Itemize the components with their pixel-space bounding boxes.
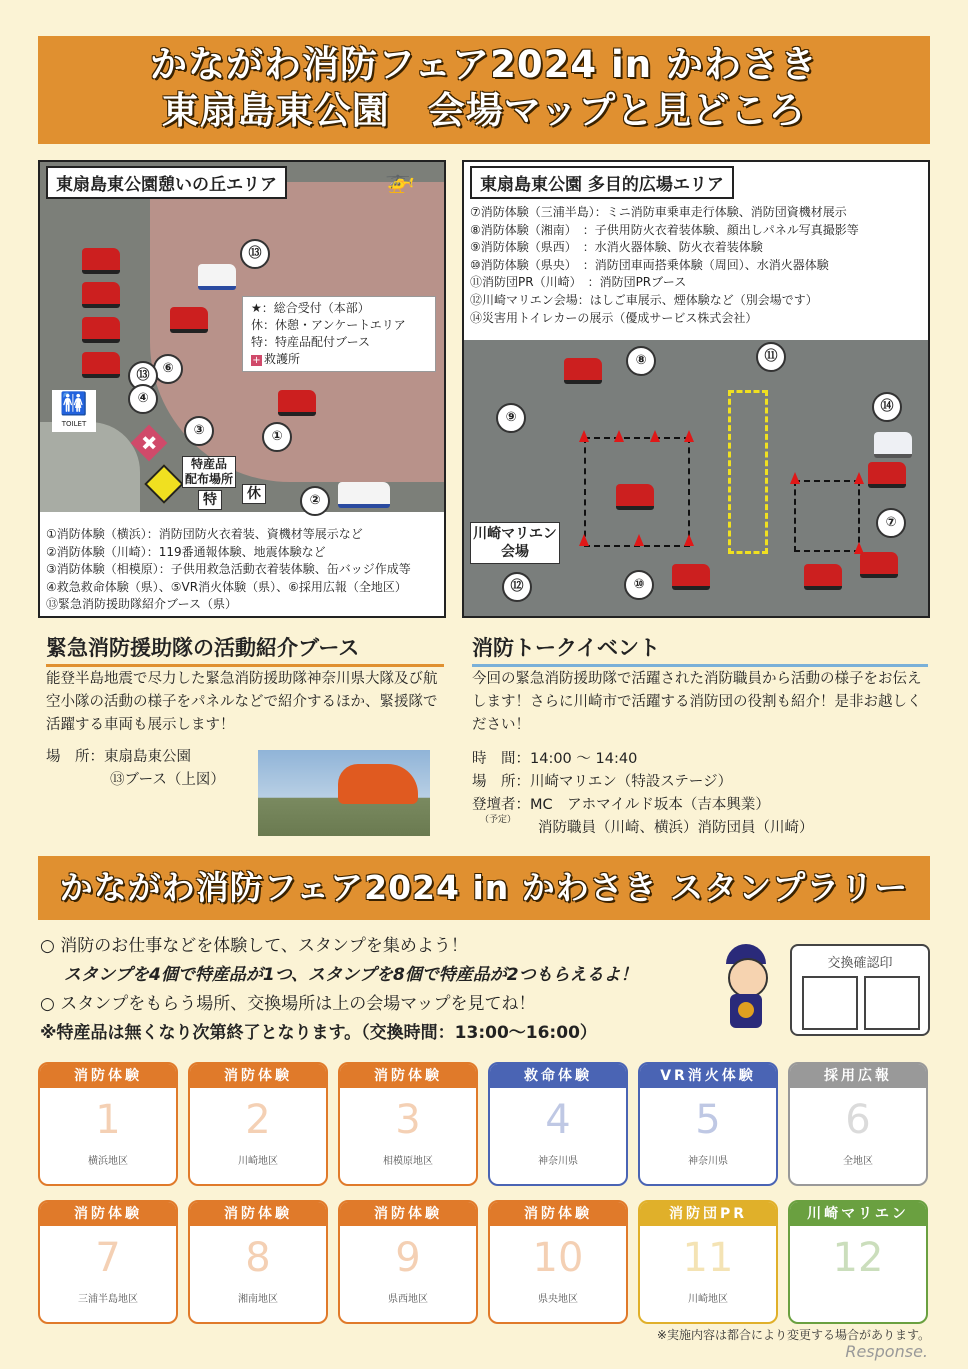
stamp-area: 横浜地区 [88, 1156, 128, 1167]
talk-heading: 消防トークイベント [472, 632, 928, 667]
stamp-number: 12 [832, 1235, 884, 1281]
cone-icon [790, 472, 800, 484]
stamp-card-8 [188, 1200, 328, 1324]
toilet-icon: 🚻 TOILET [52, 390, 96, 432]
fire-truck-icon [82, 282, 120, 308]
stamp-head: 消防体験 [490, 1202, 626, 1226]
list-item: ⑪消防団PR（川崎） ：消防団PRブース [470, 275, 687, 290]
stamp-head: 消防体験 [340, 1064, 476, 1088]
tokusan-tag: 特産品 配布場所 [182, 456, 236, 488]
fire-truck-icon [804, 564, 842, 590]
stamp-area: 川崎地区 [238, 1156, 278, 1167]
stamp-card-5 [638, 1062, 778, 1186]
marker-11: ⑪ [756, 342, 786, 372]
map-right-panel [462, 160, 930, 618]
stamp-head: 川崎マリエン [790, 1202, 926, 1226]
stamp-area: 湘南地区 [238, 1294, 278, 1305]
exchange-box: 交換確認印 [790, 944, 930, 1036]
list-item: ⑫川崎マリエン会場：はしご車展示、煙体験など（別会場です） [470, 292, 818, 307]
marker-1: ① [262, 422, 292, 452]
list-item: ⑭災害用トイレカーの展示（優成サービス株式会社） [470, 310, 758, 325]
fire-truck-icon [672, 564, 710, 590]
marker-9: ⑨ [496, 403, 526, 433]
marker-3: ③ [184, 416, 214, 446]
list-item: ⑬緊急消防援助隊紹介ブース（県） [46, 597, 238, 612]
first-aid-icon: + [252, 355, 261, 366]
cone-icon [854, 472, 864, 484]
page-title-line2: 東扇島東公園 会場マップと見どころ [161, 89, 807, 132]
helicopter-photo [258, 750, 430, 836]
map-legend: ★：総合受付（本部） 休：休憩・アンケートエリア 特：特産品配付ブース + 救護所 [242, 296, 436, 372]
stamp-card-10 [488, 1200, 628, 1324]
stamp-card-12 [788, 1200, 928, 1324]
cone-icon [650, 430, 660, 442]
stamp-number: 8 [245, 1235, 271, 1281]
toilet-car-icon [874, 432, 912, 458]
booth-heading: 緊急消防援助隊の活動紹介ブース [46, 632, 444, 667]
stamp-head: 採用広報 [790, 1064, 926, 1088]
talk-details: 時 間：14:00 ～ 14:40 場 所：川崎マリエン（特設ステージ） 登壇者：MC アホマイルド坂本（吉本興業） （予定） 消防職員（川崎、横浜）消防団員（川崎） [472, 751, 814, 836]
stamp-area: 全地区 [843, 1156, 873, 1167]
fire-truck-icon [82, 352, 120, 378]
list-item: ④救急救命体験（県）、⑤VR消火体験（県）、⑥採用広報（全地区） [46, 579, 407, 594]
stamp-head: 消防体験 [340, 1202, 476, 1226]
stamp-number: 7 [95, 1235, 121, 1281]
marker-14: ⑭ [872, 392, 902, 422]
stamp-area: 三浦半島地区 [78, 1294, 138, 1305]
stamp-number: 11 [682, 1235, 734, 1281]
cone-icon [684, 534, 694, 546]
cone-icon [614, 430, 624, 442]
booth-place: 場 所：東扇島東公園 ⑬ブース（上図） [46, 749, 225, 788]
marker-13: ⑬ [128, 361, 158, 391]
marker-6: ⑬ [240, 239, 270, 269]
map-left-panel [38, 160, 446, 618]
stamp-number: 4 [545, 1097, 571, 1143]
exchange-seal-slot [864, 976, 920, 1030]
list-item: ⑦消防体験（三浦半島）：ミニ消防車乗車走行体験、消防団資機材展示 [470, 205, 847, 219]
left-map-list [46, 526, 442, 614]
fire-truck-icon [170, 307, 208, 333]
footer-note: ※実施内容は都合により変更する場合があります。 [656, 1328, 930, 1342]
stamp-number: 5 [695, 1097, 721, 1143]
marker-12: ⑫ [502, 572, 532, 602]
list-item: ⑧消防体験（湘南） ：子供用防火衣着装体験、顔出しパネル写真撮影等 [470, 222, 859, 237]
watermark: Response. [845, 1342, 928, 1361]
fire-truck-icon [868, 462, 906, 488]
ambulance-icon [198, 264, 236, 290]
stamp-head: 消防体験 [190, 1064, 326, 1088]
toku-tag: 特 [198, 490, 222, 510]
stamp-area: 川崎地区 [688, 1294, 728, 1305]
stamp-card-4 [488, 1062, 628, 1186]
stamp-head: 救命体験 [490, 1064, 626, 1088]
stamp-notes: ○ 消防のお仕事などを体験して、スタンプを集めよう！ スタンプを4個で特産品が1つ、スタンプを8個で特産品が2つもらえるよ！ ○ スタンプをもらう場所、交換場所は上の会場マップを見てね！ ※特産品は無くなり次第終了となります。（交換時間：13:00～16:00） [40, 936, 638, 1043]
marker-5: ⑥ [153, 354, 183, 384]
map-left-title: 東扇島東公園憩いの丘エリア [46, 166, 287, 199]
stamp-card-9 [338, 1200, 478, 1324]
fire-truck-icon [860, 552, 898, 578]
talk-body: 今回の緊急消防援助隊で活躍された消防職員から活動の様子をお伝えします！さらに川崎市で活躍する消防団の役割も紹介！是非お越しください！ [472, 671, 922, 733]
marien-tag: 川崎マリエン 会場 [470, 522, 560, 564]
cone-icon [579, 430, 589, 442]
stamp-card-6 [788, 1062, 928, 1186]
stamp-head: 消防体験 [190, 1202, 326, 1226]
stamp-number: 3 [395, 1097, 421, 1143]
stamp-head: 消防体験 [40, 1202, 176, 1226]
stamp-number: 10 [532, 1235, 584, 1281]
fire-truck-icon [278, 390, 316, 416]
map-right-title: 東扇島東公園 多目的広場エリア [470, 166, 734, 199]
list-item: ③消防体験（相模原）：子供用救急活動衣着装体験、缶バッジ作成等 [46, 562, 411, 577]
booth-body: 能登半島地震で尽力した緊急消防援助隊神奈川県大隊及び航空小隊の活動の様子をパネルなどで紹介するほか、緊援隊で活躍する車両も展示します！ [46, 671, 438, 733]
list-item: ①消防体験（横浜）：消防団防火衣着装、資機材等展示など [46, 527, 363, 541]
header-banner [38, 36, 930, 144]
stamp-number: 2 [245, 1097, 271, 1143]
course-lane [728, 390, 768, 554]
stamp-head: 消防体験 [40, 1064, 176, 1088]
cone-icon [684, 430, 694, 442]
stamp-head: VR消火体験 [640, 1064, 776, 1088]
marker-10: ⑩ [624, 570, 654, 600]
stamp-area: 神奈川県 [538, 1156, 578, 1167]
stamp-area: 神奈川県 [688, 1156, 728, 1167]
fire-truck-icon [616, 484, 654, 510]
list-item: ⑨消防体験（県西） ：水消火器体験、防火衣着装体験 [470, 240, 763, 255]
helicopter-icon: 🚁 [385, 166, 415, 194]
stamp-card-3 [338, 1062, 478, 1186]
stamp-card-7 [38, 1200, 178, 1324]
cone-area-right [794, 480, 860, 552]
marker-4: ④ [128, 384, 158, 414]
stamp-number: 9 [395, 1235, 421, 1281]
list-item: ②消防体験（川崎）：119番通報体験、地震体験など [46, 544, 326, 559]
fire-truck-icon [564, 358, 602, 384]
stamp-card-11 [638, 1200, 778, 1324]
helicopter-icon [338, 764, 418, 804]
stamp-card-1 [38, 1062, 178, 1186]
bus-icon [338, 482, 390, 508]
stamp-number: 1 [95, 1097, 121, 1143]
fire-truck-icon [82, 248, 120, 274]
stamp-area: 相模原地区 [383, 1156, 433, 1167]
stamp-area: 県央地区 [538, 1294, 578, 1305]
stamp-number: 6 [845, 1097, 871, 1143]
cone-icon [579, 534, 589, 546]
right-map-list [470, 204, 926, 327]
fire-truck-icon [82, 317, 120, 343]
marker-7: ⑦ [876, 508, 906, 538]
stamp-area: 県西地区 [388, 1294, 428, 1305]
first-aid-marker-icon: ✚ [131, 425, 168, 462]
building-area [40, 422, 140, 512]
stamp-card-2 [188, 1062, 328, 1186]
marker-8: ⑧ [626, 346, 656, 376]
list-item: ⑩消防体験（県央） ：消防団車両搭乗体験（周回）、水消火器体験 [470, 257, 829, 272]
cone-icon [634, 534, 644, 546]
kyu-tag: 休 [242, 484, 266, 504]
mascot-icon [716, 944, 776, 1032]
marker-2: ② [300, 486, 330, 516]
stamp-rally-banner: かながわ消防フェア2024 in かわさき スタンプラリー [38, 856, 930, 920]
exchange-seal-slot [802, 976, 858, 1030]
page-title-line1: かながわ消防フェア2024 in かわさき [150, 43, 818, 86]
stamp-head: 消防団PR [640, 1202, 776, 1226]
